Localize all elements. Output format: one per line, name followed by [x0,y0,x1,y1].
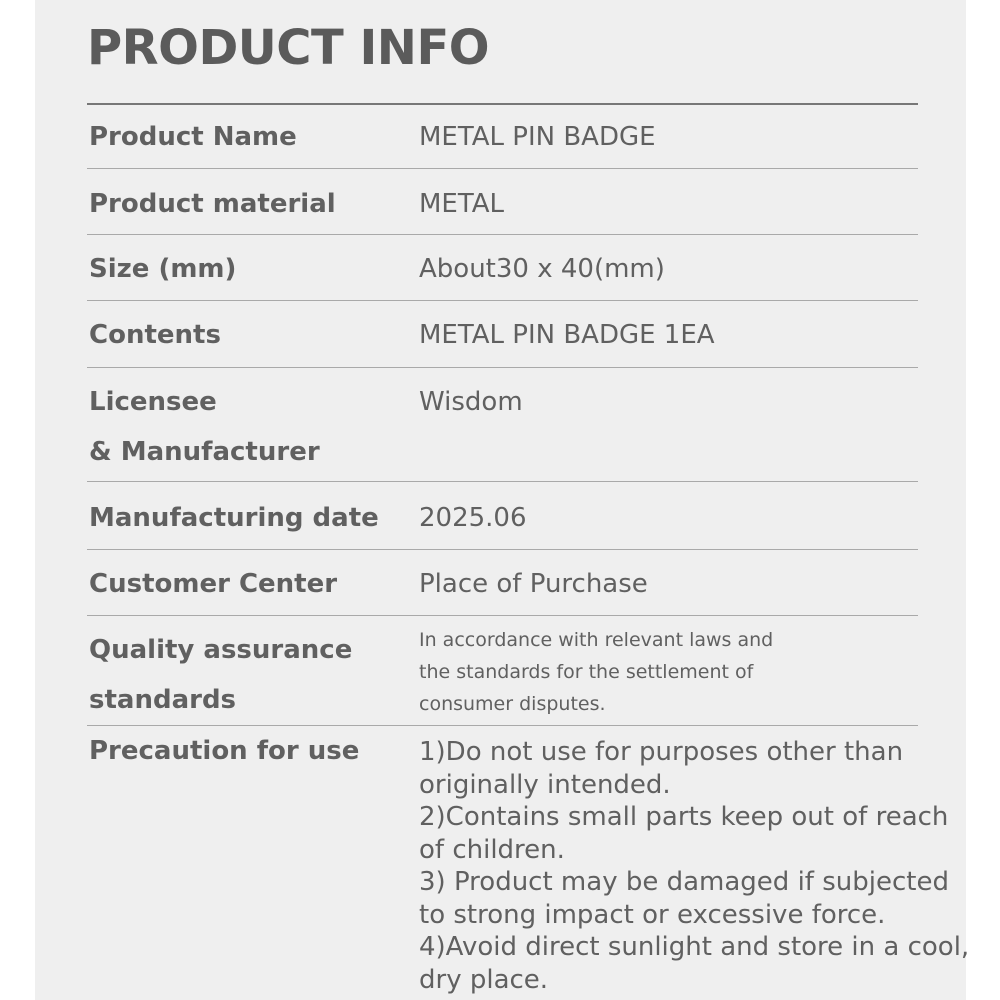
row-value-line: dry place. [419,965,549,995]
row-value: 2025.06 [419,503,527,533]
info-row-licensee [87,368,918,482]
info-row-manufacturing-date [87,482,918,550]
row-value-line: originally intended. [419,770,671,800]
row-value-line: 2)Contains small parts keep out of reach [419,802,949,832]
page-title: PRODUCT INFO [87,20,490,76]
row-value-line: In accordance with relevant laws and [419,629,774,651]
row-label: Precaution for use [89,736,360,766]
row-value-line: the standards for the settlement of [419,661,754,683]
row-value: Place of Purchase [419,569,648,599]
row-value-line: consumer disputes. [419,693,606,715]
info-row-size [87,235,918,301]
row-label: Manufacturing date [89,503,379,533]
info-row-product-material [87,169,918,235]
row-value-line: 1)Do not use for purposes other than [419,737,904,767]
row-value: About30 x 40(mm) [419,254,665,284]
row-label-line: standards [89,685,237,715]
row-value-line: to strong impact or excessive force. [419,900,886,930]
row-label: Product Name [89,122,297,152]
product-info-panel [35,0,970,1000]
info-row-precaution [87,726,970,1000]
row-label: Size (mm) [89,254,237,284]
row-value-line: 3) Product may be damaged if subjected [419,867,949,897]
info-row-quality-assurance [87,616,918,726]
row-value: METAL PIN BADGE [419,122,656,152]
info-row-product-name [87,105,918,169]
row-label: Contents [89,320,221,350]
row-label-line: Quality assurance [89,635,353,665]
row-label: Customer Center [89,569,338,599]
info-row-contents [87,301,918,368]
row-value: METAL [419,189,504,219]
row-value: METAL PIN BADGE 1EA [419,320,715,350]
row-label: Product material [89,189,336,219]
row-value: Wisdom [419,387,523,417]
row-label-line: Licensee [89,387,217,417]
row-value-line: of children. [419,835,565,865]
info-row-customer-center [87,550,918,616]
row-label-line: & Manufacturer [89,437,320,467]
row-value-line: 4)Avoid direct sunlight and store in a cool, [419,932,970,962]
